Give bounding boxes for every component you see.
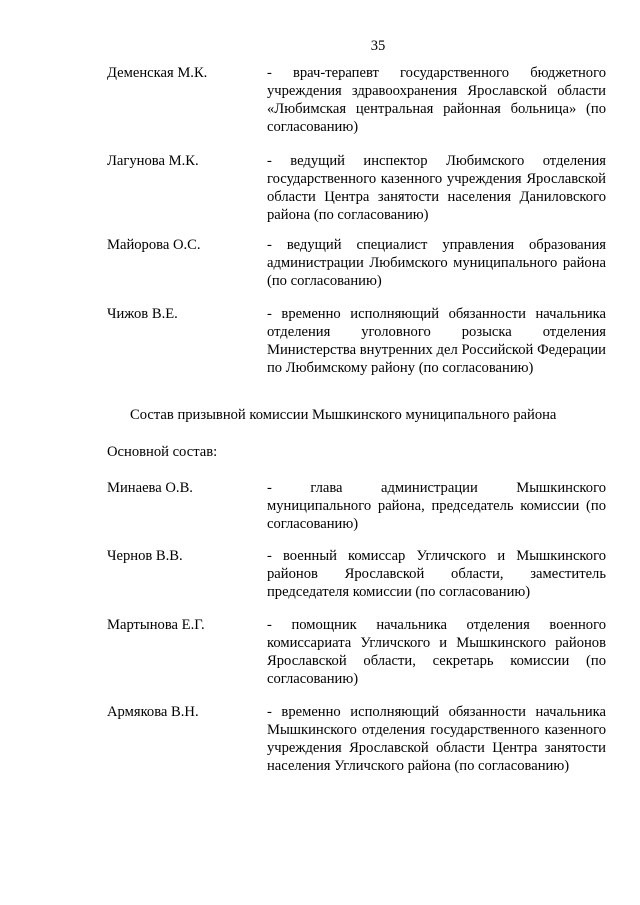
member-role: - ведущий специалист управления образования администрации Любимского муниципального района (по согласованию) [267, 237, 606, 289]
member-name: Чижов В.Е. [107, 306, 178, 322]
member-name: Чернов В.В. [107, 548, 183, 564]
page-number: 35 [370, 38, 386, 54]
member-role: - помощник начальника отделения военного комиссариата Угличского и Мышкинского районов Ярославской области, секретарь комиссии (по согласованию) [267, 617, 606, 687]
member-role: - временно исполняющий обязанности начальника отделения уголовного розыска отделения Министерства внутренних дел Российской Федерации по Любимскому району (по согласованию) [267, 306, 606, 376]
member-role: - врач-терапевт государственного бюджетного учреждения здравоохранения Ярославской области «Любимская центральная районная больница» (по согласованию) [267, 65, 606, 135]
member-name: Майорова О.С. [107, 237, 201, 253]
member-name: Мартынова Е.Г. [107, 617, 205, 633]
member-name: Минаева О.В. [107, 480, 193, 496]
member-role: - ведущий инспектор Любимского отделения государственного казенного учреждения Ярославской области Центра занятости населения Даниловского района (по согласованию) [267, 153, 606, 223]
subheading: Основной состав: [107, 444, 218, 460]
section-heading: Состав призывной комиссии Мышкинского муниципального района [130, 407, 557, 423]
member-role: - военный комиссар Угличского и Мышкинского районов Ярославской области, заместитель председателя комиссии (по согласованию) [267, 548, 606, 600]
member-name: Деменская М.К. [107, 65, 208, 81]
member-role: - глава администрации Мышкинского муниципального района, председатель комиссии (по согласованию) [267, 480, 606, 532]
member-name: Армякова В.Н. [107, 704, 199, 720]
member-role: - временно исполняющий обязанности начальника Мышкинского отделения государственного казенного учреждения Ярославской области Центра занятости населения Угличского района (по согласованию) [267, 704, 606, 774]
member-name: Лагунова М.К. [107, 153, 199, 169]
